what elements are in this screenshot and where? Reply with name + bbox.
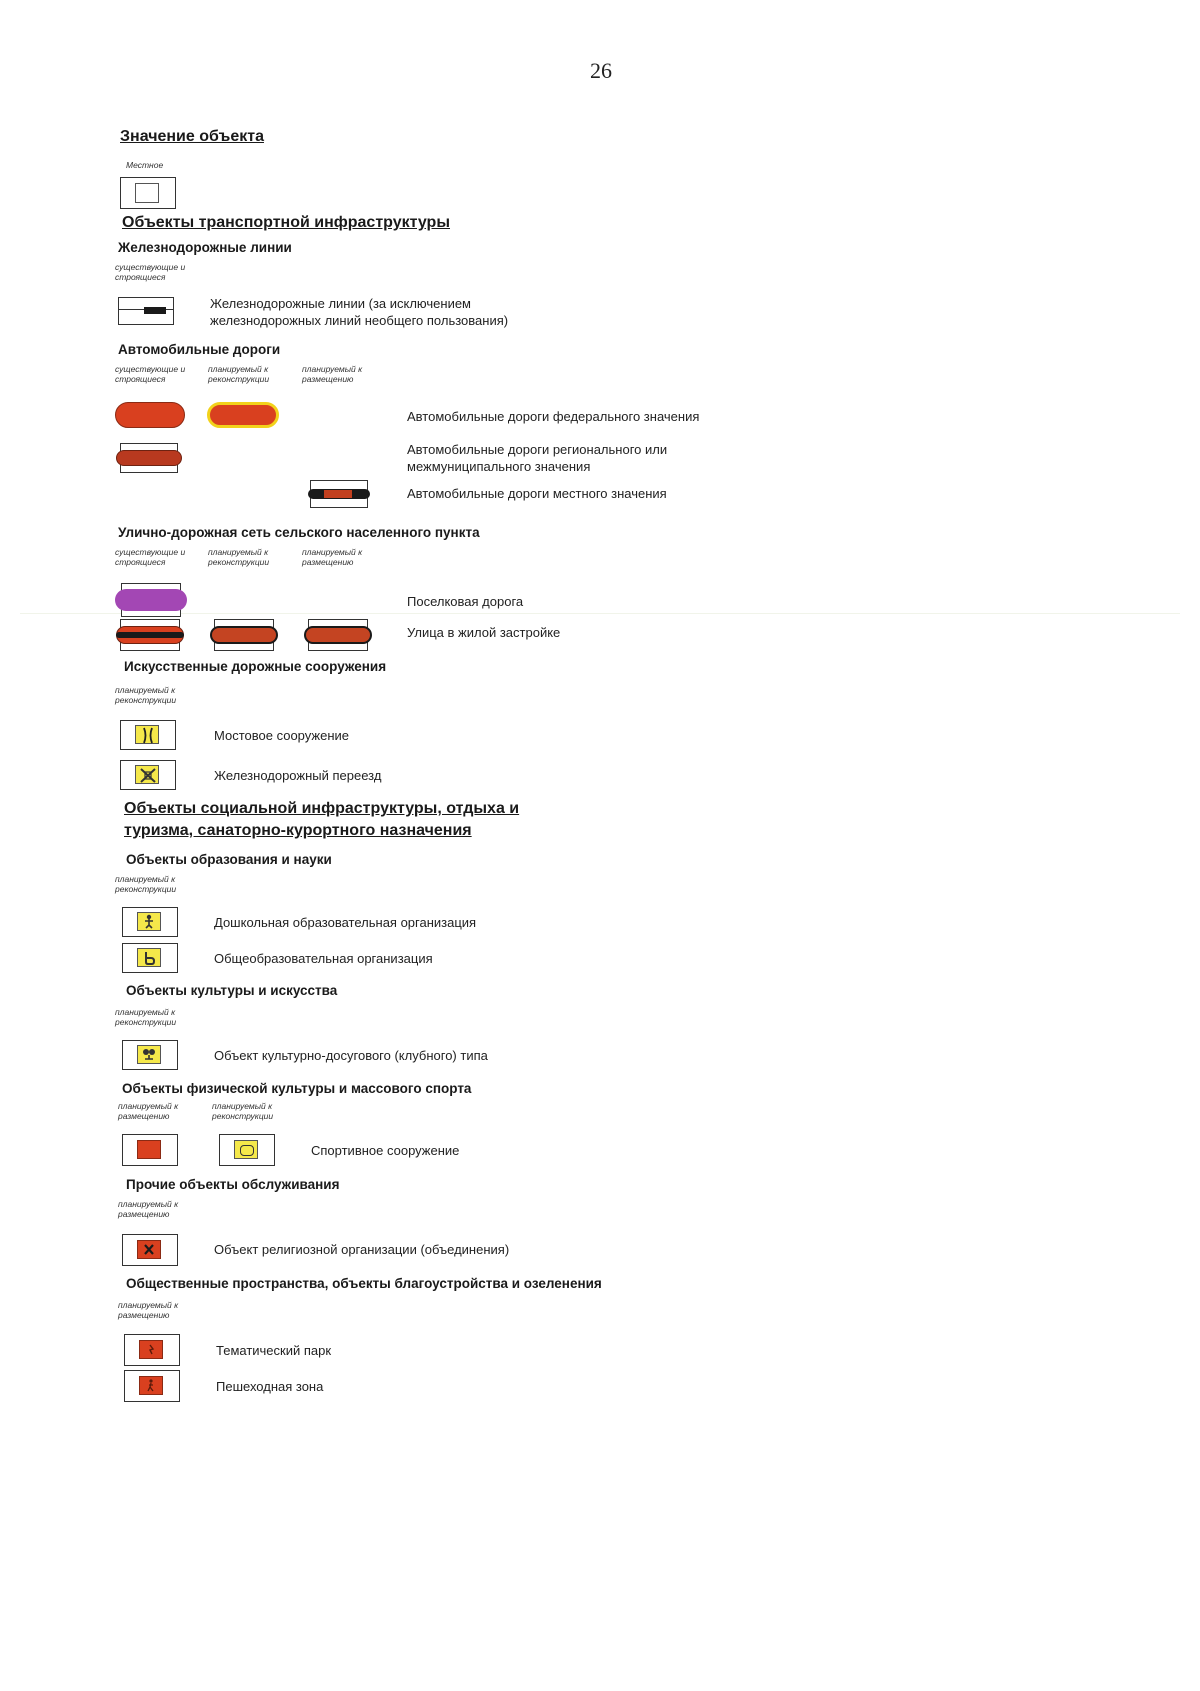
sport-facility-label: Спортивное сооружение xyxy=(311,1143,460,1158)
religious-organization-symbol xyxy=(122,1234,178,1266)
scan-artifact-line xyxy=(20,613,1180,614)
street-settlement-road-label: Поселковая дорога xyxy=(407,594,524,609)
subsection-title-other: Прочие объекты обслуживания xyxy=(126,1177,340,1192)
railway-crossing-icon xyxy=(135,765,159,784)
caption-roads-placement: планируемый к размещению xyxy=(302,364,363,384)
page-number: 26 xyxy=(590,58,612,83)
road-local-placement-symbol xyxy=(308,480,370,508)
subsection-title-roads: Автомобильные дороги xyxy=(118,342,281,357)
street-residential-label: Улица в жилой застройке xyxy=(407,625,561,640)
caption-railway-existing: существующие и строящиеся xyxy=(115,262,186,282)
sport-facility-outline-icon xyxy=(234,1140,258,1159)
pedestrian-zone-icon xyxy=(139,1376,163,1395)
subsection-title-streets: Улично-дорожная сеть сельского населенного пункта xyxy=(118,525,480,540)
religious-organization-label: Объект религиозной организации (объединения) xyxy=(214,1242,510,1257)
theme-park-icon xyxy=(139,1340,163,1359)
subsection-title-culture: Объекты культуры и искусства xyxy=(126,983,338,998)
caption-sport-reconstruction: планируемый к реконструкции xyxy=(212,1101,274,1121)
road-federal-label: Автомобильные дороги федерального значения xyxy=(407,409,700,424)
caption-local: Местное xyxy=(126,160,164,170)
bridge-icon xyxy=(135,725,159,744)
street-residential-existing-symbol xyxy=(116,619,184,651)
subsection-title-sport: Объекты физической культуры и массового спорта xyxy=(122,1081,472,1096)
caption-roads-existing: существующие и строящиеся xyxy=(115,364,186,384)
road-federal-existing-symbol xyxy=(115,402,185,428)
railway-crossing-symbol xyxy=(120,760,176,790)
subsection-title-education: Объекты образования и науки xyxy=(126,852,332,867)
railway-crossing-label: Железнодорожный переезд xyxy=(214,768,382,783)
road-regional-existing-symbol xyxy=(116,443,182,473)
club-label: Объект культурно-досугового (клубного) типа xyxy=(214,1048,488,1063)
bridge-label: Мостовое сооружение xyxy=(214,728,350,743)
road-regional-label: Автомобильные дороги регионального или межмуниципального значения xyxy=(407,442,668,474)
subsection-title-structures: Искусственные дорожные сооружения xyxy=(124,659,387,674)
caption-other: планируемый к размещению xyxy=(118,1199,179,1219)
section-title-social-line1: Объекты социальной инфраструктуры, отдыха и xyxy=(124,800,520,817)
caption-streets-existing: существующие и строящиеся xyxy=(115,547,186,567)
caption-streets-reconstruction: планируемый к реконструкции xyxy=(208,547,270,567)
pedestrian-zone-symbol xyxy=(124,1370,180,1402)
religious-cross-icon xyxy=(137,1240,161,1259)
local-value-symbol xyxy=(120,177,176,209)
kindergarten-label: Дошкольная образовательная организация xyxy=(214,915,477,930)
caption-roads-reconstruction: планируемый к реконструкции xyxy=(208,364,270,384)
street-residential-reconstruction-symbol xyxy=(210,619,278,651)
road-local-label: Автомобильные дороги местного значения xyxy=(407,486,667,501)
caption-streets-placement: планируемый к размещению xyxy=(302,547,363,567)
sport-facility-icon xyxy=(137,1140,161,1159)
section-title-object-value: Значение объекта xyxy=(120,128,264,145)
caption-public-spaces: планируемый к размещению xyxy=(118,1300,179,1320)
school-label: Общеобразовательная организация xyxy=(214,951,433,966)
caption-structures: планируемый к реконструкции xyxy=(115,685,177,705)
club-icon xyxy=(137,1045,161,1064)
kindergarten-symbol xyxy=(122,907,178,937)
caption-sport-placement: планируемый к размещению xyxy=(118,1101,179,1121)
subsection-title-public-spaces: Общественные пространства, объекты благоустройства и озеленения xyxy=(126,1276,602,1291)
railway-label: Железнодорожные линии (за исключением железнодорожных линий необщего пользования) xyxy=(210,296,509,328)
theme-park-label: Тематический парк xyxy=(216,1343,332,1358)
subsection-title-railway: Железнодорожные линии xyxy=(118,240,292,255)
school-icon xyxy=(137,948,161,967)
caption-culture: планируемый к реконструкции xyxy=(115,1007,177,1027)
section-title-social-line2: туризма, санаторно-курортного назначения xyxy=(124,822,472,839)
club-symbol xyxy=(122,1040,178,1070)
road-federal-reconstruction-symbol xyxy=(207,402,279,428)
theme-park-symbol xyxy=(124,1334,180,1366)
street-residential-placement-symbol xyxy=(304,619,372,651)
school-symbol xyxy=(122,943,178,973)
caption-education: планируемый к реконструкции xyxy=(115,874,177,894)
sport-facility-new-symbol xyxy=(122,1134,178,1166)
kindergarten-icon xyxy=(137,912,161,931)
pedestrian-zone-label: Пешеходная зона xyxy=(216,1379,324,1394)
section-title-transport: Объекты транспортной инфраструктуры xyxy=(122,214,450,231)
railway-line-symbol xyxy=(118,297,174,325)
street-settlement-road-symbol xyxy=(115,583,187,617)
bridge-symbol xyxy=(120,720,176,750)
sport-facility-reconstruction-symbol xyxy=(219,1134,275,1166)
